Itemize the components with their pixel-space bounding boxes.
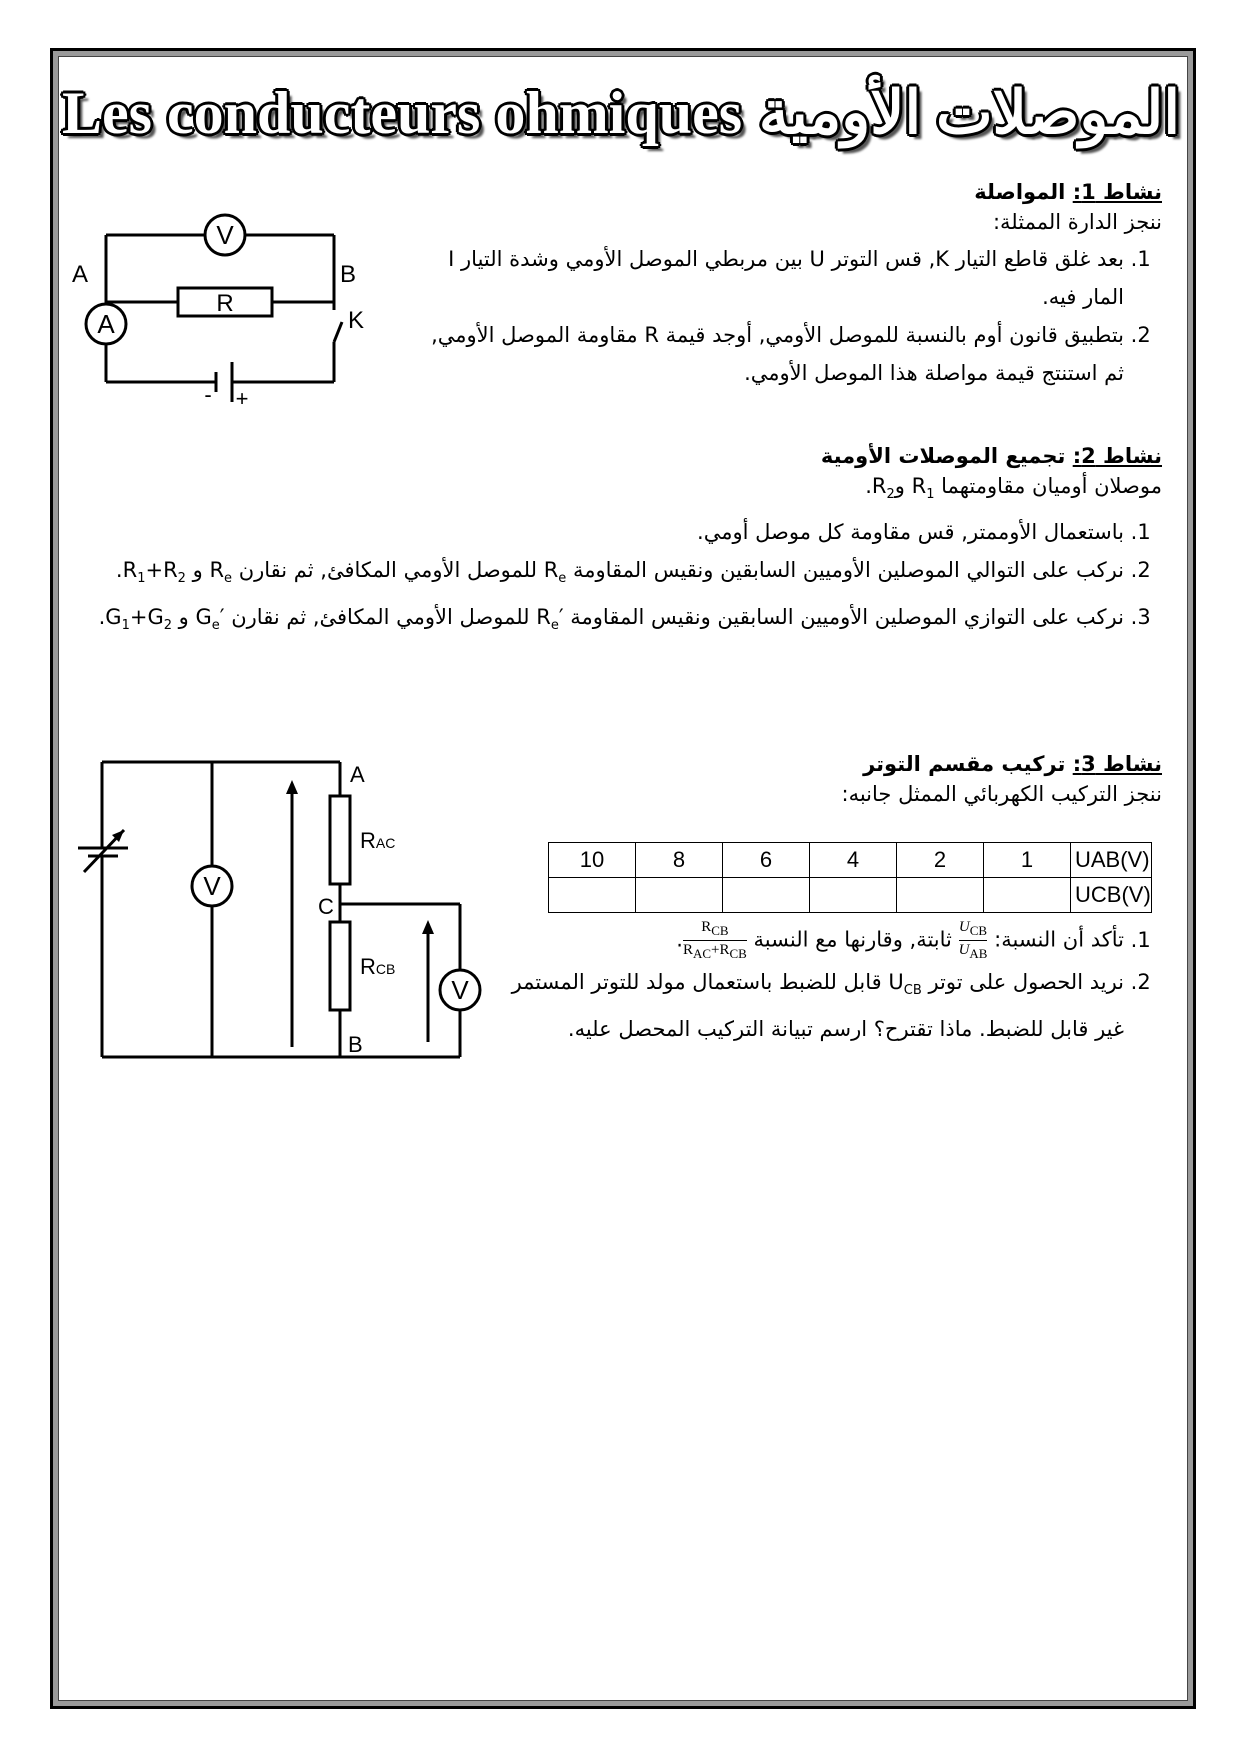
activity-2-item-2: 2. نركب على التوالي الموصلين الأوميين السابقين ونقيس المقاومة $R_e$ للموصل الأومي المكافئ, ثم نقارن $R_e$ و $R_1+R_2$.	[80, 551, 1124, 598]
node-b-label: B	[340, 261, 357, 288]
table-cell: 8	[636, 843, 723, 878]
resistor-ac	[330, 796, 350, 884]
node-b-label: B	[348, 1032, 363, 1057]
table-cell: 4	[810, 843, 897, 878]
activity-1	[420, 180, 1162, 392]
resistor-ac-label: RAC	[360, 828, 396, 853]
node-c-label: C	[318, 894, 334, 919]
activity-1-label: نشاط 1:	[1072, 180, 1162, 204]
node-a-label: A	[72, 261, 89, 288]
table-cell-empty[interactable]	[897, 878, 984, 913]
activity-3-items	[510, 918, 1162, 1048]
battery-plus-label: +	[235, 386, 249, 410]
table-cell-empty[interactable]	[636, 878, 723, 913]
activity-3-title	[540, 752, 1162, 776]
circuit-1-diagram	[70, 210, 390, 410]
table-cell: 2	[897, 843, 984, 878]
ratio-ucb-uab: $\frac{U_{CB}}{U_{AB}}$	[958, 919, 988, 961]
activity-2-item-3: 3. نركب على التوازي الموصلين الأوميين السابقين ونقيس المقاومة $R_e'$ للموصل الأومي المكافئ, ثم نقارن $G_e'$ و $G_1+G_2$.	[80, 598, 1124, 645]
voltage-divider-diagram	[70, 752, 490, 1072]
activity-2-item-1: 1. باستعمال الأوممتر, قس مقاومة كل موصل أومي.	[80, 513, 1124, 551]
table-cell-empty[interactable]	[984, 878, 1071, 913]
table-cell: 1	[984, 843, 1071, 878]
title-french: Les conducteurs ohmiques	[62, 80, 743, 146]
uab-arrowhead	[286, 780, 298, 794]
activity-1-title	[420, 180, 1162, 204]
table-row-uab	[549, 843, 1152, 878]
node-a-label: A	[350, 762, 365, 787]
table-cell-empty[interactable]	[723, 878, 810, 913]
table-cell-empty[interactable]	[810, 878, 897, 913]
resistor-cb	[330, 922, 350, 1010]
switch-label: K	[348, 307, 365, 334]
activity-3-name: تركيب مقسم التوتر	[863, 752, 1066, 776]
table-header-uab: UAB(V)	[1071, 843, 1152, 878]
page-title	[62, 78, 1180, 148]
activity-2-title	[80, 444, 1162, 468]
ucb-arrowhead	[422, 920, 434, 934]
table-cell-empty[interactable]	[549, 878, 636, 913]
activity-2-intro: موصلان أوميان مقاومتهما $R_1$ وR$_2$.	[865, 474, 1162, 503]
table-cell: 6	[723, 843, 810, 878]
activity-1-item-2: 2. بتطبيق قانون أوم بالنسبة للموصل الأومي, أوجد قيمة R مقاومة الموصل الأومي, ثم استنتج قيمة مواصلة هذا الموصل الأومي.	[420, 316, 1124, 392]
table-header-ucb: UCB(V)	[1071, 878, 1152, 913]
activity-3-label: نشاط 3:	[1072, 752, 1162, 776]
voltmeter-right-label: V	[451, 975, 469, 1005]
voltmeter-label: V	[216, 220, 234, 250]
activity-1-name: المواصلة	[974, 180, 1066, 204]
measurement-table	[548, 842, 1152, 913]
table-cell: 10	[549, 843, 636, 878]
voltmeter-left-label: V	[203, 871, 221, 901]
resistor-label: R	[216, 290, 234, 317]
activity-2-name: تجميع الموصلات الأومية	[820, 444, 1066, 468]
activity-1-item-1: 1. بعد غلق قاطع التيار K, قس التوتر U بين مربطي الموصل الأومي وشدة التيار I المار فيه.	[420, 240, 1124, 316]
activity-3-item-1: 1. تأكد أن النسبة: $\frac{U_{CB}}{U_{AB}}$ ثابتة, وقارنها مع النسبة $\frac{R_{CB}}{R_{AC}+R_{CB}}$ .	[510, 918, 1124, 963]
activity-3	[540, 752, 1162, 812]
activity-2-label: نشاط 2:	[1072, 444, 1162, 468]
table-row-ucb	[549, 878, 1152, 913]
battery-minus-label: -	[204, 382, 212, 407]
activity-3-intro: ننجز التركيب الكهربائي الممثل جانبه:	[841, 782, 1162, 806]
resistor-cb-label: RCB	[360, 954, 396, 979]
ratio-resistances: $\frac{R_{CB}}{R_{AC}+R_{CB}}$	[682, 919, 747, 961]
activity-1-intro: ننجز الدارة الممثلة:	[992, 210, 1162, 234]
ammeter-label: A	[97, 309, 115, 339]
activity-3-item-2: 2. نريد الحصول على توتر $U_{CB}$ قابل للضبط باستعمال مولد للتوتر المستمر غير قابل للضبط. ماذا تقترح؟ ارسم تبيانة التركيب المحصل عليه.	[510, 963, 1124, 1048]
activity-2	[80, 444, 1162, 646]
title-arabic: الموصلات الأومية	[758, 80, 1180, 146]
